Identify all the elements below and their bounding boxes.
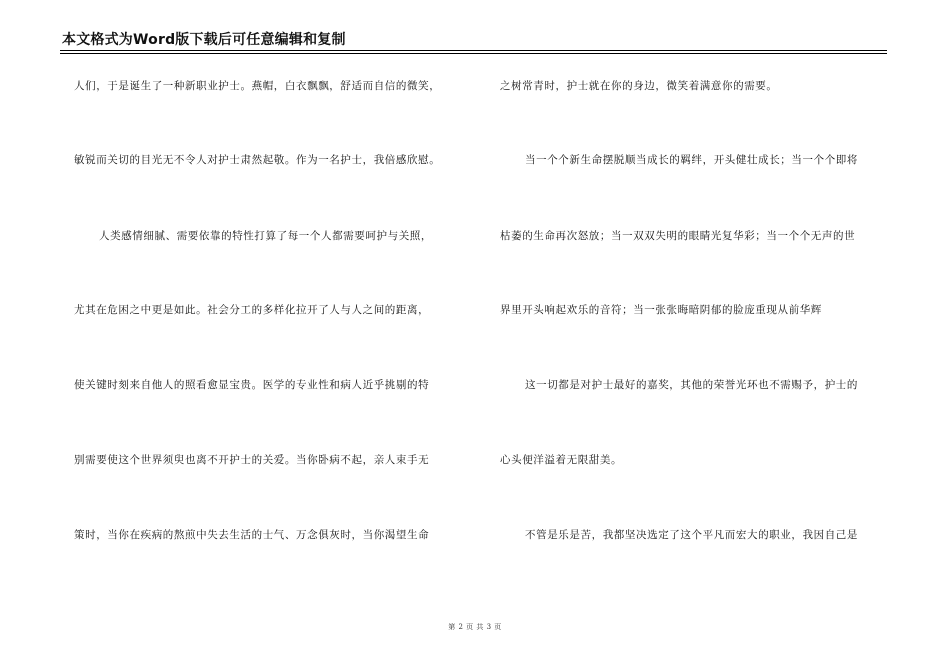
left-line-6: 别需要使这个世界须臾也离不开护士的关爱。当你卧病不起，亲人束手无 <box>74 454 430 466</box>
right-line-6: 心头便洋溢着无限甜美。 <box>500 454 623 466</box>
right-line-5: 这一切都是对护士最好的嘉奖，其他的荣誉光环也不需赐予，护士的 <box>525 379 858 391</box>
right-line-3: 枯萎的生命再次怒放；当一双双失明的眼睛光复华彩；当一个个无声的世 <box>500 230 856 242</box>
left-line-7: 策时，当你在疾病的熬煎中失去生活的士气、万念俱灰时，当你渴望生命 <box>74 529 430 541</box>
right-line-4: 界里开头响起欢乐的音符；当一张张晦暗阴郁的脸庞重现从前华辉 <box>500 304 822 316</box>
left-line-4: 尤其在危困之中更是如此。社会分工的多样化拉开了人与人之间的距离， <box>74 304 430 316</box>
page-header-title: 本文格式为Word版下载后可任意编辑和复制 <box>62 32 346 48</box>
right-line-2: 当一个个新生命摆脱顺当成长的羁绊，开头健壮成长；当一个个即将 <box>525 154 858 166</box>
header-rule-top <box>60 50 887 51</box>
left-line-2: 敏锐而关切的目光无不令人对护士肃然起敬。作为一名护士，我倍感欣慰。 <box>74 154 441 166</box>
header-rule-bottom <box>60 53 887 54</box>
right-line-7: 不管是乐是苦，我都坚决选定了这个平凡而宏大的职业，我因自己是 <box>525 529 858 541</box>
right-line-1: 之树常青时，护士就在你的身边，微笑着满意你的需要。 <box>500 80 778 92</box>
page-number-footer: 第 2 页 共 3 页 <box>448 623 502 631</box>
left-line-5: 使关键时刻来自他人的照看愈显宝贵。医学的专业性和病人近乎挑剔的特 <box>74 379 430 391</box>
left-line-3: 人类感情细腻、需要依靠的特性打算了每一个人都需要呵护与关照， <box>99 230 432 242</box>
left-line-1: 人们，于是诞生了一种新职业护士。燕帽，白衣飘飘，舒适而自信的微笑， <box>74 80 441 92</box>
